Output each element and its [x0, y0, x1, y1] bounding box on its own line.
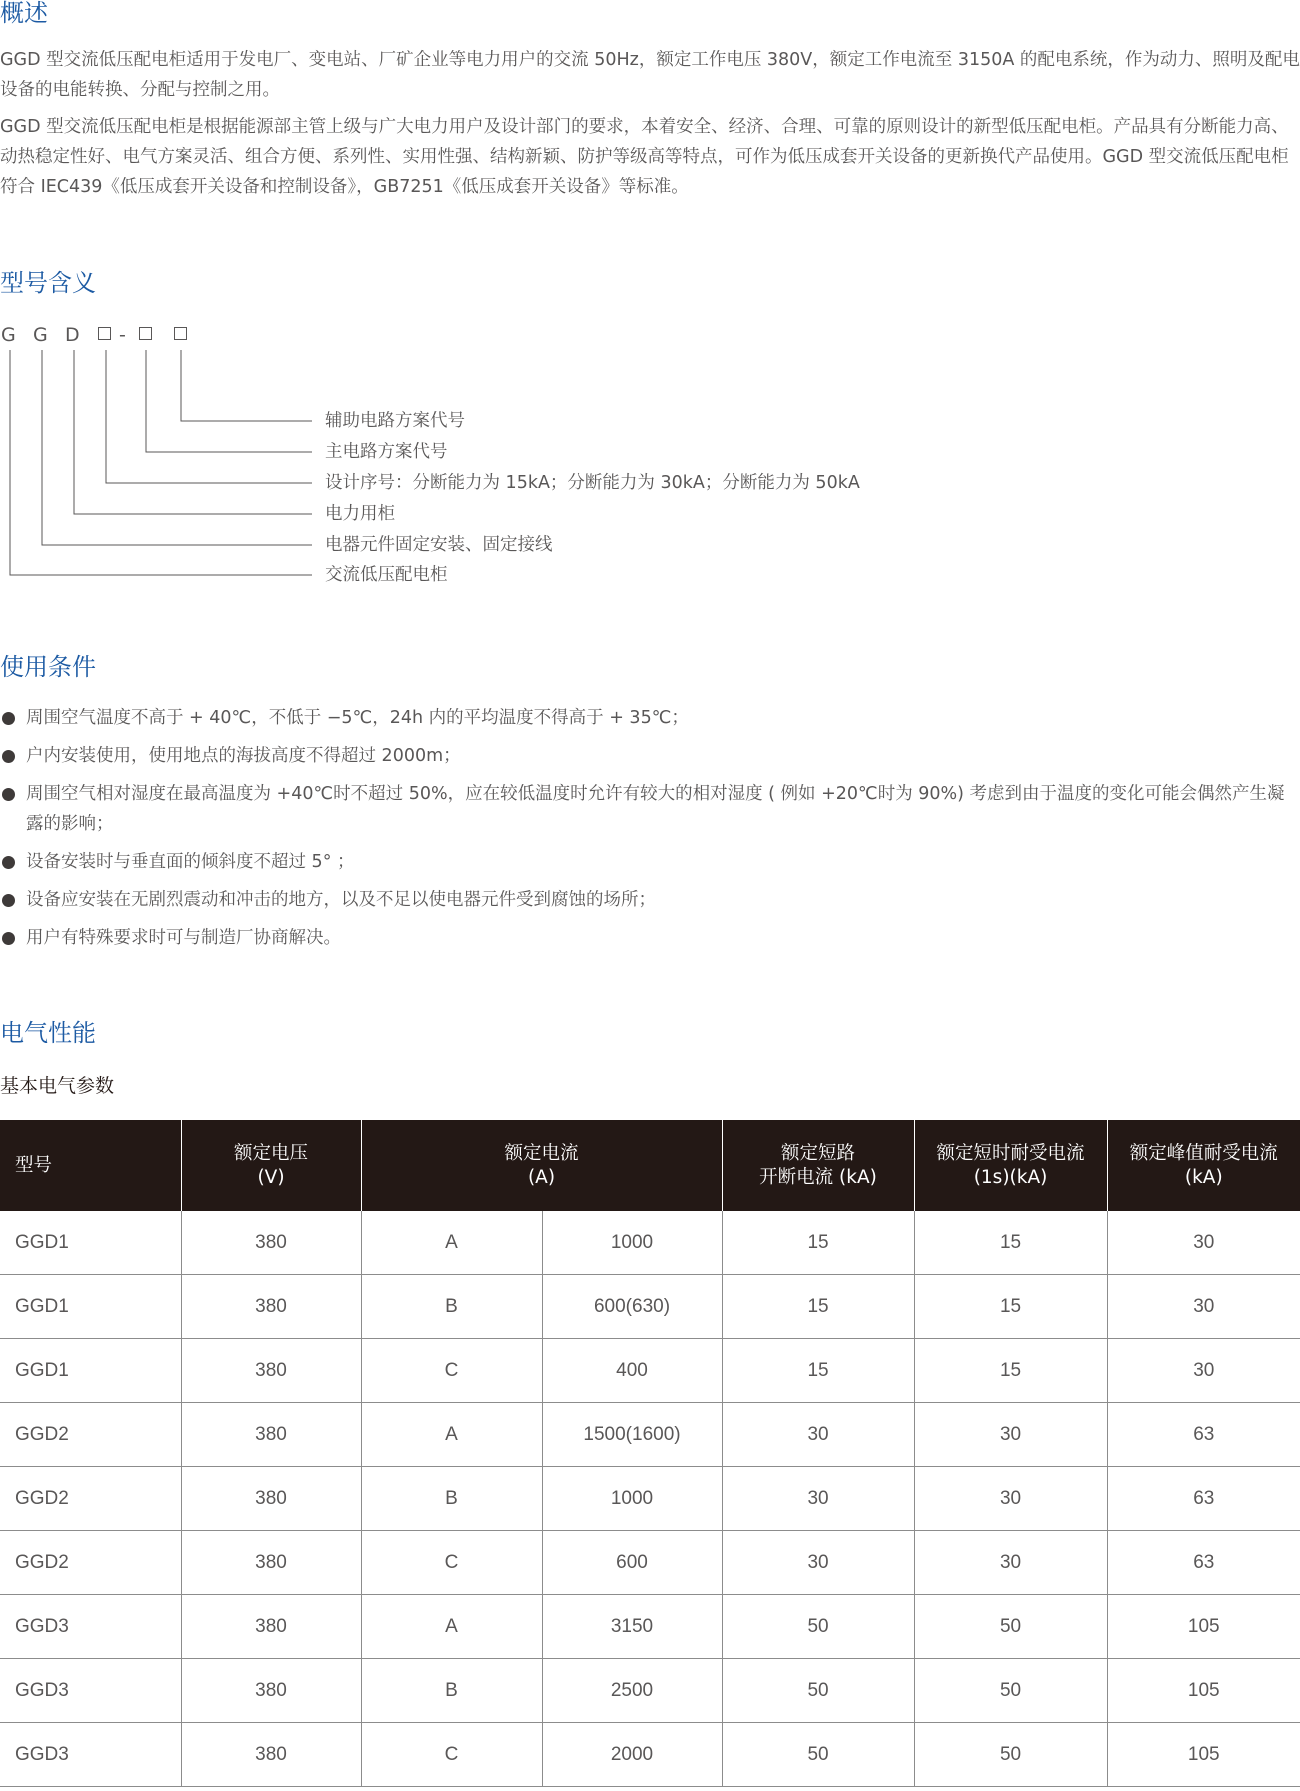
cell-peak: 30	[1107, 1275, 1300, 1339]
cell-voltage: 380	[181, 1659, 361, 1723]
cell-model: GGD1	[0, 1275, 181, 1339]
table-row	[0, 1723, 1300, 1787]
cell-voltage: 380	[181, 1403, 361, 1467]
cell-current: 1000	[542, 1467, 722, 1531]
cell-grade: A	[361, 1403, 542, 1467]
list-item	[0, 847, 1300, 877]
bullet-icon	[2, 750, 15, 763]
cell-grade: B	[361, 1659, 542, 1723]
condition-text: 用户有特殊要求时可与制造厂协商解决。	[26, 928, 341, 948]
cell-model: GGD3	[0, 1659, 181, 1723]
cell-breaking: 50	[722, 1659, 914, 1723]
column-header-unit: (A)	[527, 1166, 556, 1188]
connector-line-main-circuit	[146, 350, 312, 452]
cell-current: 600	[542, 1531, 722, 1595]
code-letter-g1: G	[1, 324, 16, 346]
list-item	[0, 741, 1300, 771]
bullet-icon	[2, 856, 15, 869]
connector-line-design-serial	[106, 350, 312, 483]
column-header-unit: (kA)	[1184, 1166, 1223, 1188]
cell-breaking: 15	[722, 1339, 914, 1403]
table-body	[0, 1211, 1300, 1787]
conditions-title: 使用条件	[0, 653, 96, 681]
cell-grade: B	[361, 1467, 542, 1531]
code-placeholder-box-2	[139, 327, 152, 340]
cell-voltage: 380	[181, 1275, 361, 1339]
code-label-auxiliary-circuit: 辅助电路方案代号	[325, 411, 465, 431]
column-header-line: 额定短时耐受电流	[936, 1142, 1085, 1164]
code-placeholder-box-3	[174, 327, 187, 340]
list-item	[0, 923, 1300, 953]
cell-grade: C	[361, 1531, 542, 1595]
column-header-current	[361, 1120, 722, 1211]
condition-text: 户内安装使用，使用地点的海拔高度不得超过 2000m；	[26, 746, 461, 766]
cell-breaking: 50	[722, 1723, 914, 1787]
cell-short-time: 30	[914, 1403, 1107, 1467]
cell-peak: 30	[1107, 1339, 1300, 1403]
condition-text: 周围空气温度不高于 + 40℃，不低于 −5℃，24h 内的平均温度不得高于 + 35℃；	[26, 708, 689, 728]
cell-current: 600(630)	[542, 1275, 722, 1339]
cell-peak: 63	[1107, 1403, 1300, 1467]
bullet-icon	[2, 712, 15, 725]
column-header-line: 额定电压	[233, 1142, 308, 1164]
cell-short-time: 30	[914, 1531, 1107, 1595]
cell-voltage: 380	[181, 1723, 361, 1787]
cell-voltage: 380	[181, 1595, 361, 1659]
cell-current: 1000	[542, 1211, 722, 1275]
table-row	[0, 1275, 1300, 1339]
table-row	[0, 1211, 1300, 1275]
cell-short-time: 50	[914, 1595, 1107, 1659]
code-label-design-serial: 设计序号：分断能力为 15kA；分断能力为 30kA；分断能力为 50kA	[325, 473, 860, 493]
cell-short-time: 30	[914, 1467, 1107, 1531]
cell-breaking: 30	[722, 1467, 914, 1531]
cell-grade: C	[361, 1723, 542, 1787]
bullet-icon	[2, 932, 15, 945]
column-header-line: 额定短路	[781, 1142, 856, 1164]
cell-peak: 63	[1107, 1467, 1300, 1531]
column-header-short-time	[914, 1120, 1107, 1211]
column-header-unit: (1s)(kA)	[973, 1166, 1048, 1188]
code-dash: -	[119, 324, 126, 346]
cell-short-time: 15	[914, 1275, 1107, 1339]
cell-breaking: 30	[722, 1403, 914, 1467]
cell-current: 2000	[542, 1723, 722, 1787]
column-header-model: 型号	[0, 1120, 181, 1211]
cell-model: GGD3	[0, 1595, 181, 1659]
cell-voltage: 380	[181, 1531, 361, 1595]
cell-peak: 105	[1107, 1659, 1300, 1723]
code-letter-d: D	[65, 324, 80, 346]
table-row	[0, 1403, 1300, 1467]
connector-line-auxiliary-circuit	[181, 350, 312, 421]
cell-current: 3150	[542, 1595, 722, 1659]
table-header-row	[0, 1120, 1300, 1211]
code-letter-g2: G	[33, 324, 48, 346]
bullet-icon	[2, 894, 15, 907]
code-label-main-circuit: 主电路方案代号	[325, 442, 448, 462]
cell-breaking: 15	[722, 1211, 914, 1275]
table-row	[0, 1595, 1300, 1659]
overview-paragraph-1: GGD 型交流低压配电柜适用于发电厂、变电站、厂矿企业等电力用户的交流 50Hz，额定工作电压 380V，额定工作电流至 3150A 的配电系统，作为动力、照明及配电设备的电能转换、分配与控制之用。	[0, 50, 1300, 100]
column-header-line: 额定峰值耐受电流	[1129, 1142, 1278, 1164]
cell-peak: 63	[1107, 1531, 1300, 1595]
table-row	[0, 1531, 1300, 1595]
condition-text: 设备应安装在无剧烈震动和冲击的地方，以及不足以使电器元件受到腐蚀的场所；	[26, 890, 656, 910]
condition-text: 设备安装时与垂直面的倾斜度不超过 5° ；	[26, 852, 355, 872]
cell-voltage: 380	[181, 1467, 361, 1531]
condition-text: 周围空气相对湿度在最高温度为 +40℃时不超过 50%，应在较低温度时允许有较大的相对湿度 ( 例如 +20℃时为 90%) 考虑到由于温度的变化可能会偶然产生凝露的影响；	[26, 784, 1285, 834]
cell-current: 400	[542, 1339, 722, 1403]
cell-short-time: 15	[914, 1211, 1107, 1275]
cell-grade: A	[361, 1595, 542, 1659]
cell-peak: 105	[1107, 1723, 1300, 1787]
list-item	[0, 779, 1300, 839]
overview-title: 概述	[0, 0, 48, 27]
code-placeholder-box-1	[98, 327, 111, 340]
cell-model: GGD1	[0, 1211, 181, 1275]
cell-short-time: 50	[914, 1659, 1107, 1723]
connector-line-ac-lv-cabinet	[10, 350, 312, 575]
electrical-subtitle: 基本电气参数	[0, 1075, 115, 1097]
code-label-power-cabinet: 电力用柜	[325, 504, 395, 524]
model-title: 型号含义	[0, 269, 96, 297]
cell-model: GGD3	[0, 1723, 181, 1787]
cell-model: GGD2	[0, 1403, 181, 1467]
cell-breaking: 30	[722, 1531, 914, 1595]
cell-grade: A	[361, 1211, 542, 1275]
table-row	[0, 1339, 1300, 1403]
conditions-list	[0, 703, 1300, 961]
cell-current: 2500	[542, 1659, 722, 1723]
cell-short-time: 15	[914, 1339, 1107, 1403]
column-header-breaking	[722, 1120, 914, 1211]
overview-paragraph-2: GGD 型交流低压配电柜是根据能源部主管上级与广大电力用户及设计部门的要求，本着安全、经济、合理、可靠的原则设计的新型低压配电柜。产品具有分断能力高、动热稳定性好、电气方案灵活、组合方便、系列性、实用性强、结构新颖、防护等级高等特点，可作为低压成套开关设备的更新换代产品使用。GGD 型交流低压配电柜符合 IEC439《低压成套开关设备和控制设备》，GB7251《低压成套开关设备》等标准。	[0, 117, 1289, 197]
column-header-line: 额定电流	[504, 1142, 579, 1164]
cell-breaking: 50	[722, 1595, 914, 1659]
electrical-title: 电气性能	[0, 1019, 96, 1047]
cell-current: 1500(1600)	[542, 1403, 722, 1467]
cell-short-time: 50	[914, 1723, 1107, 1787]
cell-model: GGD2	[0, 1531, 181, 1595]
table-row	[0, 1659, 1300, 1723]
electrical-parameters-table	[0, 1120, 1300, 1787]
column-header-voltage	[181, 1120, 361, 1211]
cell-breaking: 15	[722, 1275, 914, 1339]
cell-model: GGD1	[0, 1339, 181, 1403]
list-item	[0, 703, 1300, 733]
column-header-unit: 开断电流 (kA)	[759, 1166, 877, 1188]
code-label-fixed-install: 电器元件固定安装、固定接线	[325, 535, 553, 555]
code-label-ac-lv-cabinet: 交流低压配电柜	[325, 565, 448, 585]
cell-grade: C	[361, 1339, 542, 1403]
cell-model: GGD2	[0, 1467, 181, 1531]
bullet-icon	[2, 788, 15, 801]
column-header-peak	[1107, 1120, 1300, 1211]
model-code-connector-lines	[0, 340, 330, 580]
connector-line-fixed-install	[42, 350, 312, 545]
connector-line-power-cabinet	[74, 350, 312, 514]
cell-peak: 105	[1107, 1595, 1300, 1659]
cell-voltage: 380	[181, 1339, 361, 1403]
cell-grade: B	[361, 1275, 542, 1339]
table-row	[0, 1467, 1300, 1531]
cell-peak: 30	[1107, 1211, 1300, 1275]
list-item	[0, 885, 1300, 915]
cell-voltage: 380	[181, 1211, 361, 1275]
column-header-unit: (V)	[257, 1166, 285, 1188]
